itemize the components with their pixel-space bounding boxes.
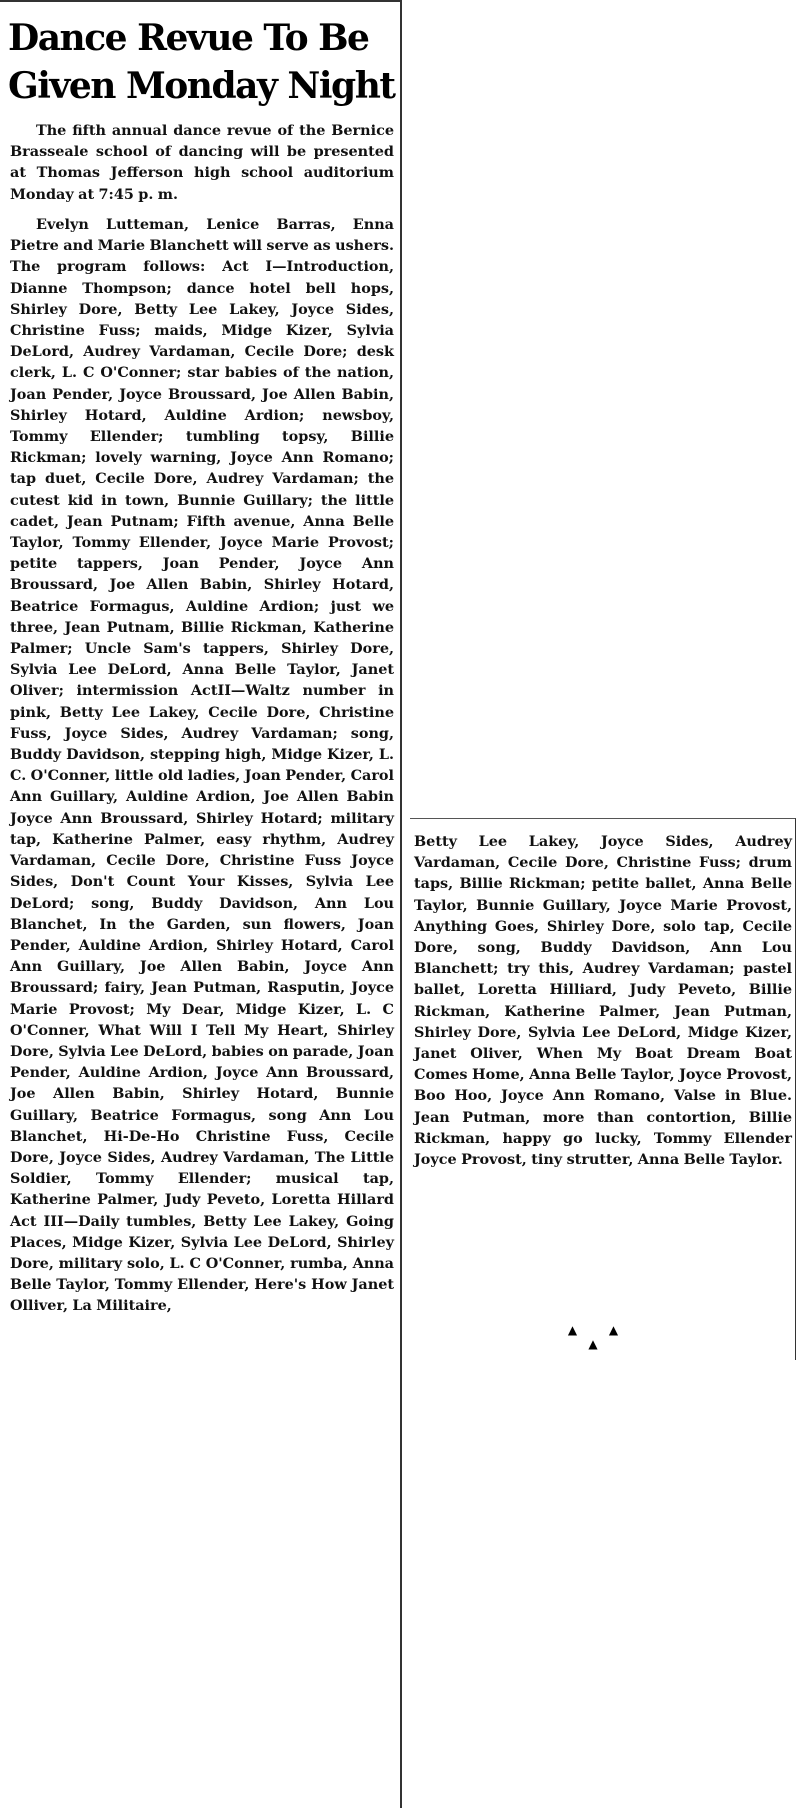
body-paragraph: Evelyn Lutteman, Lenice Barras, Enna Pietre and Marie Blanchett will serve as ushers. The program follows: Act I—Introduction, Dianne Thompson; dance hotel bell hops, Shirley Dore, Betty Lee Lakey, Joyce Sides, Christine Fuss; maids, Midge Kizer, Sylvia DeLord, Audrey Vardaman, Cecile Dore; desk clerk, L. C O'Conner; star babies of the nation, Joan Pender, Joyce Broussard, Joe Allen Babin, Shirley Hotard, Auldine Ardion; newsboy, Tommy Ellender; tumbling topsy, Billie Rickman; lovely warning, Joyce Ann Romano; tap duet, Cecile Dore, Audrey Vardaman; the cutest kid in town, Bunnie Guillary; the little cadet, Jean Putnam; Fifth avenue, Anna Belle Taylor, Tommy Ellender, Joyce Marie Provost; petite tappers, Joan Pender, Joyce Ann Broussard, Joe Allen Babin, Shirley Hotard, Beatrice Formagus, Auldine Ardion; just we three, Jean Putnam, Billie Rickman, Katherine Palmer; Uncle Sam's tappers, Shirley Dore, Sylvia Lee DeLord, Anna Belle Taylor, Janet Oliver; intermission ActII—Waltz number in pink, Betty Lee Lakey, Cecile Dore, Christine Fuss, Joyce Sides, Audrey Vardaman; song, Buddy Davidson, stepping high, Midge Kizer, L. C. O'Conner, little old ladies, Joan Pender, Carol Ann Guillary, Auldine Ardion, Joe Allen Babin Joyce Ann Broussard, Shirley Hotard; military tap, Katherine Palmer, easy rhythm, Audrey Vardaman, Cecile Dore, Christine Fuss Joyce Sides, Don't Count Your Kisses, Sylvia Lee DeLord; song, Buddy Davidson, Ann Lou Blanchet, In the Garden, sun flowers, Joan Pender, Auldine Ardion, Shirley Hotard, Carol Ann Guillary, Joe Allen Babin, Joyce Ann Broussard; fairy, Jean Putman, Rasputin, Joyce Marie Provost; My Dear, Midge Kizer, L. C O'Conner, What Will I Tell My Heart, Shirley Dore, Sylvia Lee DeLord, babies on parade, Joan Pender, Auldine Ardion, Joyce Ann Broussard, Joe Allen Babin, Shirley Hotard, Bunnie Guillary, Beatrice Formagus, song Ann Lou Blanchet, Hi-De-Ho Christine Fuss, Cecile Dore, Joyce Sides, Audrey Vardaman, The Little Soldier, Tommy Ellender; musical tap, Katherine Palmer, Judy Peveto, Loretta Hillard Act III—Daily tumbles, Betty Lee Lakey, Going Places, Midge Kizer, Sylvia Lee DeLord, Shirley Dore, military solo, L. C O'Conner, rumba, Anna Belle Taylor, Tommy Ellender, Here's How Janet Olliver, La Militaire,	[10, 216, 394, 1315]
lead-paragraph: The fifth annual dance revue of the Bernice Brasseale school of dancing will be presented at Thomas Jefferson high school auditorium Monday at 7:45 p. m.	[10, 122, 394, 203]
top-rule	[0, 0, 402, 2]
headline: Dance Revue To Be Given Monday Night	[8, 17, 395, 107]
article-column-2	[410, 818, 796, 1360]
body-continuation: Betty Lee Lakey, Joyce Sides, Audrey Vardaman, Cecile Dore, Christine Fuss; drum taps, Billie Rickman; petite ballet, Anna Belle Taylor, Bunnie Guillary, Joyce Marie Provost, Anything Goes, Shirley Dore, solo tap, Cecile Dore, song, Buddy Davidson, Ann Lou Blanchett; try this, Audrey Vardaman; pastel ballet, Loretta Hilliard, Judy Peveto, Billie Rickman, Katherine Palmer, Jean Putman, Shirley Dore, Sylvia Lee DeLord, Midge Kizer, Janet Oliver, When My Boat Dream Boat Comes Home, Anna Belle Taylor, Joyce Provost, Boo Hoo, Joyce Ann Romano, Valse in Blue. Jean Putman, more than contortion, Billie Rickman, happy go lucky, Tommy Ellender Joyce Provost, tiny strutter, Anna Belle Taylor.	[414, 833, 792, 1169]
end-ornament: ▲ ▲ ▲	[567, 1323, 633, 1351]
